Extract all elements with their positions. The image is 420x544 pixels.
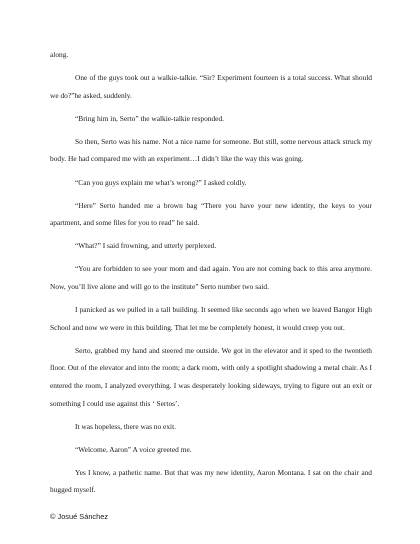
- paragraph: I panicked as we pulled in a tall building. It seemed like seconds ago when we leaved Bangor High School and now we were in this building. That let me be completely honest, it would creep you out.: [50, 305, 372, 332]
- paragraph: “What?” I said frowning, and utterly perplexed.: [75, 241, 217, 251]
- paragraph: So then, Serto was his name. Not a nice name for someone. But still, some nervous attack struck my body. He had compared me with an experiment…I didn’t like the way this was going.: [50, 136, 372, 164]
- paragraph: Serto, grabbed my hand and steered me outside. We got in the elevator and it sped to the twentieth floor. Out of the elevator and into the room; a dark room, with only a spotlight shadowing a metal chair. As I entered the room, I analyzed everything. I was desperately looking sideways, trying to figure out an exit or something I could use against this ‘ Sertos’.: [50, 345, 372, 408]
- paragraph: It was hopeless, there was no exit.: [75, 421, 176, 431]
- paragraph: along.: [50, 50, 69, 59]
- paragraph: One of the guys took out a walkie-talkie. “Sir? Experiment fourteen is a total success. What should we do?”he asked, suddenly.: [50, 73, 372, 100]
- copyright-footer: © Josué Sánchez: [50, 512, 109, 521]
- paragraph: “Welcome, Aaron” A voice greeted me.: [75, 444, 192, 454]
- paragraph: Yes I know, a pathetic name. But that was my new identity, Aaron Montana. I sat on the chair and hugged myself.: [50, 467, 372, 495]
- body-text: [50, 46, 372, 505]
- paragraph: “You are forbidden to see your mom and dad again. You are not coming back to this area anymore. Now, you’ll live alone and will go to the institute” Serto number two said.: [50, 264, 372, 292]
- paragraph: “Bring him in, Serto” the walkie-talkie responded.: [75, 113, 225, 123]
- paragraph: “Here” Serto handed me a brown bag “There you have your new identity, the keys to your apartment, and some files for you to read” he said.: [50, 200, 372, 228]
- paragraph: “Can you guys explain me what’s wrong?” I asked coldly.: [75, 177, 247, 187]
